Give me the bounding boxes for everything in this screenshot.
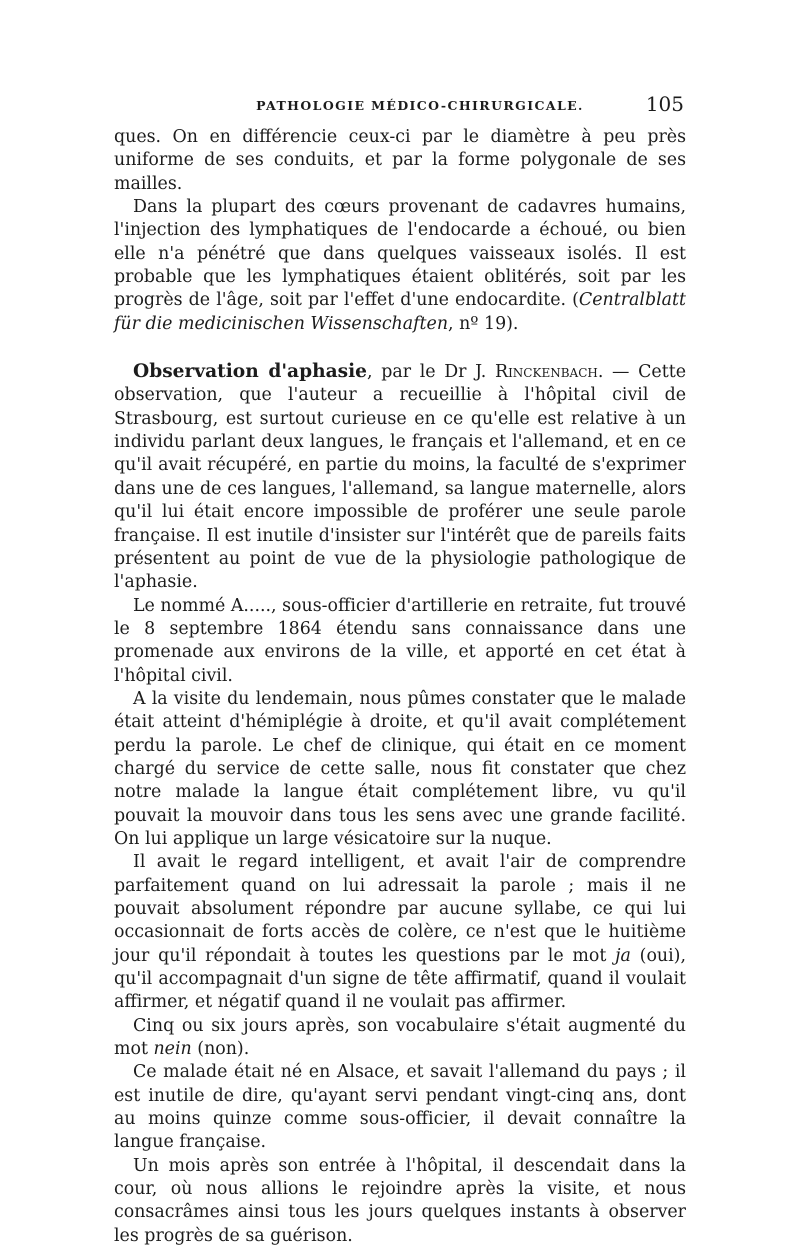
running-title: PATHOLOGIE MÉDICO-CHIRURGICALE. [256, 98, 584, 113]
observation-paragraph [114, 360, 686, 594]
running-header [114, 92, 686, 120]
paragraph-vocabulary [114, 1015, 686, 1062]
paragraph-visit [114, 688, 686, 851]
paragraph-alsace [114, 1061, 686, 1154]
paragraph-text: Un mois après son entrée à l'hôpital, il descendait dans la cour, où nous allions le rejoindre après la visite, et nous consacrâmes ainsi tous les jours quelques instants à observer les progrès de sa guérison. [114, 1155, 686, 1246]
paragraph-regard [114, 851, 686, 1014]
paragraph-month [114, 1155, 686, 1248]
book-page [114, 92, 686, 1248]
body-text [114, 126, 686, 1248]
italic-word: nein [153, 1039, 192, 1060]
byline-prefix: , par le Dr [367, 362, 476, 383]
source-citation: Centralblatt für die medicinischen Wissenschaften [114, 290, 686, 334]
paragraph-text: (non). [191, 1039, 250, 1060]
paragraph-text: . — Cette observation, que l'auteur a recueillie à l'hôpital civil de Strasbourg, est surtout curieuse en ce qu'elle est relative à un individu parlant deux langues, le français et l'allemand, et en ce qu'il avait récupéré, en partie du moins, la faculté de s'exprimer dans une de ces langues, l'allemand, sa langue maternelle, alors qu'il lui était encore impossible de proférer une seule parole française. Il est inutile d'insister sur l'intérêt que de pareils faits présentent au point de vue de la physiologie pathologique de l'aphasie. [114, 362, 686, 593]
paragraph-patient [114, 595, 686, 688]
paragraph-text: A la visite du lendemain, nous pûmes constater que le malade était atteint d'hémiplégie à droite, et qu'il avait complétement perdu la parole. Le chef de clinique, qui était en ce moment chargé du service de cette salle, nous fit constater que chez notre malade la langue était complétement libre, vu qu'il pouvait la mouvoir dans tous les sens avec une grande facilité. On lui applique un large vésicatoire sur la nuque. [114, 688, 686, 849]
italic-word: ja [615, 945, 631, 966]
paragraph-text: Le nommé A....., sous-officier d'artillerie en retraite, fut trouvé le 8 septembre 1864 étendu sans connaissance dans une promenade aux environs de la ville, et apporté en cet état à l'hôpital civil. [114, 595, 687, 686]
page-number: 105 [645, 92, 684, 116]
section-title: Observation d'aphasie [133, 361, 368, 383]
paragraph-text: Ce malade était né en Alsace, et savait l'allemand du pays ; il est inutile de dire, qu'ayant servi pendant vingt-cinq ans, dont au moins quinze comme sous-officier, il devait connaître la langue française. [114, 1062, 686, 1153]
paragraph-text: Cinq ou six jours après, son vocabulaire s'était augmenté du mot [114, 1015, 686, 1060]
paragraph-text: ques. On en différencie ceux-ci par le diamètre à peu près uniforme de ses conduits, et par la forme polygonale de ses mailles. [114, 127, 686, 194]
paragraph-continuation [114, 126, 686, 196]
paragraph-text: (oui), qu'il accompagnait d'un signe de tête affirmatif, quand il voulait affirmer, et négatif quand il ne voulait pas affirmer. [114, 945, 686, 1013]
author-name: J. Rinckenbach [475, 362, 598, 383]
paragraph-text: Il avait le regard intelligent, et avait l'air de comprendre parfaitement quand on lui adressait la parole ; mais il ne pouvait absolument répondre par aucune syllabe, ce qui lui occasionnait de forts accès de colère, ce n'est que le huitième jour qu'il répondait à toutes les questions par le mot [114, 852, 686, 966]
paragraph-endocarde [114, 196, 686, 336]
paragraph-text: Dans la plupart des cœurs provenant de cadavres humains, l'injection des lymphatiques de l'endocarde a échoué, ou bien elle n'a pénétré que dans quelques vaisseaux isolés. Il est probable que les lymphatiques étaient oblitérés, soit par les progrès de l'âge, soit par l'effet d'une endocardite. ( [114, 197, 686, 311]
source-citation-number: , nº 19). [448, 313, 519, 334]
